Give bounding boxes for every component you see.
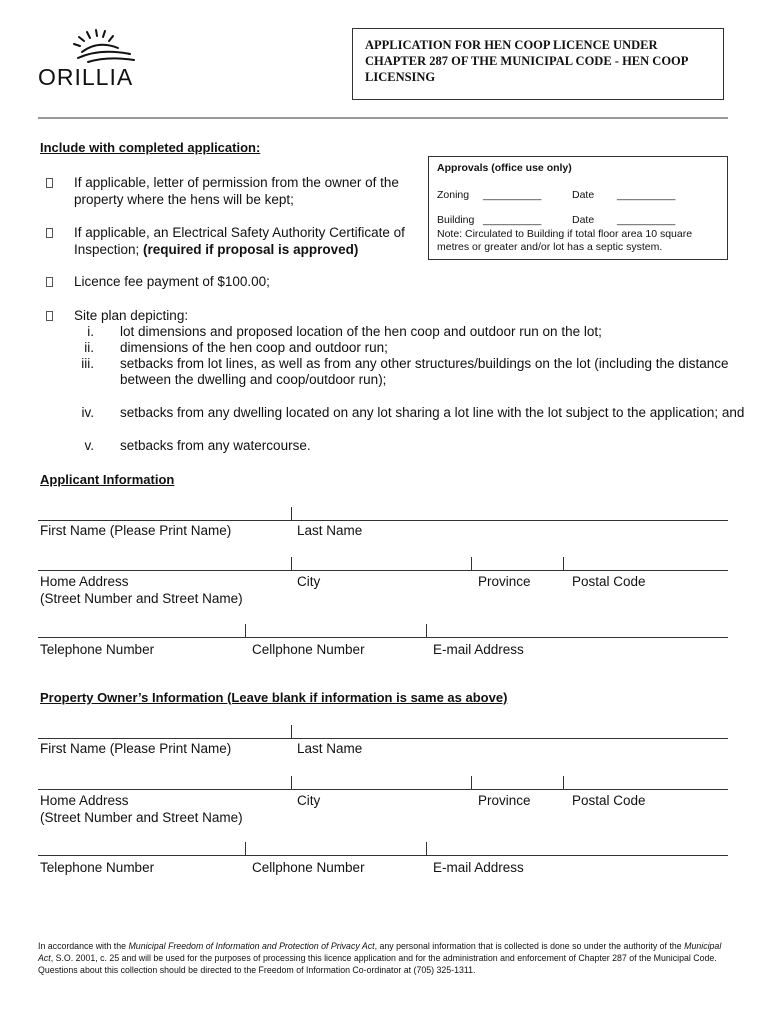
city-label: City: [297, 574, 321, 589]
include-heading: Include with completed application:: [40, 140, 261, 155]
logo-wordmark: ORILLIA: [38, 64, 134, 90]
checkbox-icon[interactable]: [46, 277, 53, 287]
owner-province-label: Province: [478, 793, 531, 808]
cellphone-label: Cellphone Number: [252, 642, 365, 657]
zoning-field[interactable]: __________: [483, 189, 542, 201]
approvals-title: Approvals (office use only): [437, 162, 572, 174]
first-name-label: First Name (Please Print Name): [40, 523, 232, 538]
owner-home-address-label: Home Address: [40, 793, 129, 808]
owner-street-label: (Street Number and Street Name): [40, 810, 243, 825]
street-label: (Street Number and Street Name): [40, 591, 243, 606]
owner-last-name-label: Last Name: [297, 741, 363, 756]
address-line[interactable]: [38, 570, 728, 571]
field-divider: [291, 776, 292, 789]
owner-name-line[interactable]: [38, 738, 728, 739]
applicant-heading: Applicant Information: [40, 472, 175, 487]
home-address-label: Home Address: [40, 574, 129, 589]
list-item: iii. setbacks from lot lines, as well as from any other structures/buildings on the lot (including the distance between the dwelling and coop/outdoor run);: [81, 356, 729, 387]
owner-heading: Property Owner’s Information (Leave blank if information is same as above): [40, 690, 508, 705]
owner-postal-code-label: Postal Code: [572, 793, 646, 808]
include-item-site-plan: Site plan depicting:: [46, 307, 426, 325]
province-label: Province: [478, 574, 531, 589]
field-divider: [245, 624, 246, 637]
owner-telephone-label: Telephone Number: [40, 860, 155, 875]
email-label: E-mail Address: [433, 642, 524, 657]
owner-email-label: E-mail Address: [433, 860, 524, 875]
list-item: v. setbacks from any watercourse.: [84, 438, 311, 453]
privacy-notice: In accordance with the Municipal Freedom of Information and Protection of Privacy Act, any personal information that is collected is done so under the authority of the Municipal Act, S.O. 2001, c. 25 and will be used for the purposes of processing this licence application and for the administration and enforcement of Chapter 287 of the Municipal Code. Questions about this collection should be directed to the Freedom of Information Co-ordinator at (705) 325-1311.: [38, 941, 722, 975]
postal-code-label: Postal Code: [572, 574, 646, 589]
field-divider: [471, 557, 472, 570]
approvals-box: [428, 156, 728, 260]
name-line[interactable]: [38, 520, 728, 521]
list-item: iv. setbacks from any dwelling located on any lot sharing a lot line with the lot subject to the application; and: [81, 405, 745, 420]
building-field[interactable]: __________: [483, 214, 542, 226]
approvals-note: Note: Circulated to Building if total floor area 10 square metres or greater and/or lot has a septic system.: [437, 228, 693, 253]
building-date-field[interactable]: __________: [617, 214, 676, 226]
contact-line[interactable]: [38, 637, 728, 638]
field-divider: [291, 725, 292, 738]
owner-first-name-label: First Name (Please Print Name): [40, 741, 232, 756]
owner-contact-line[interactable]: [38, 855, 728, 856]
zoning-date-label: Date: [572, 189, 595, 201]
last-name-label: Last Name: [297, 523, 363, 538]
owner-address-line[interactable]: [38, 789, 728, 790]
field-divider: [563, 776, 564, 789]
sun-logo-icon: [68, 26, 138, 66]
checkbox-icon[interactable]: [46, 228, 53, 238]
field-divider: [291, 507, 292, 520]
field-divider: [291, 557, 292, 570]
header-divider: [38, 117, 728, 119]
telephone-label: Telephone Number: [40, 642, 155, 657]
field-divider: [563, 557, 564, 570]
zoning-date-field[interactable]: __________: [617, 189, 676, 201]
zoning-row: [437, 189, 676, 202]
building-label: Building: [437, 214, 475, 226]
owner-cellphone-label: Cellphone Number: [252, 860, 365, 875]
field-divider: [471, 776, 472, 789]
owner-city-label: City: [297, 793, 321, 808]
form-title: APPLICATION FOR HEN COOP LICENCE UNDER CHAPTER 287 OF THE MUNICIPAL CODE - HEN COOP LICENSING: [352, 28, 724, 100]
orillia-logo: [38, 26, 168, 96]
list-item: i. lot dimensions and proposed location of the hen coop and outdoor run on the lot;: [87, 324, 602, 339]
field-divider: [426, 624, 427, 637]
field-divider: [426, 842, 427, 855]
checkbox-icon[interactable]: [46, 178, 53, 188]
building-row: [437, 214, 676, 227]
checkbox-icon[interactable]: [46, 311, 53, 321]
list-item: ii. dimensions of the hen coop and outdoor run;: [84, 340, 388, 355]
zoning-label: Zoning: [437, 189, 470, 201]
field-divider: [245, 842, 246, 855]
include-item-esa-certificate: If applicable, an Electrical Safety Authority Certificate of Inspection; (required if proposal is approved): [46, 224, 426, 260]
building-date-label: Date: [572, 214, 595, 226]
include-item-fee: Licence fee payment of $100.00;: [46, 273, 426, 291]
include-item-permission: If applicable, letter of permission from the owner of the property where the hens will be kept;: [46, 174, 426, 210]
